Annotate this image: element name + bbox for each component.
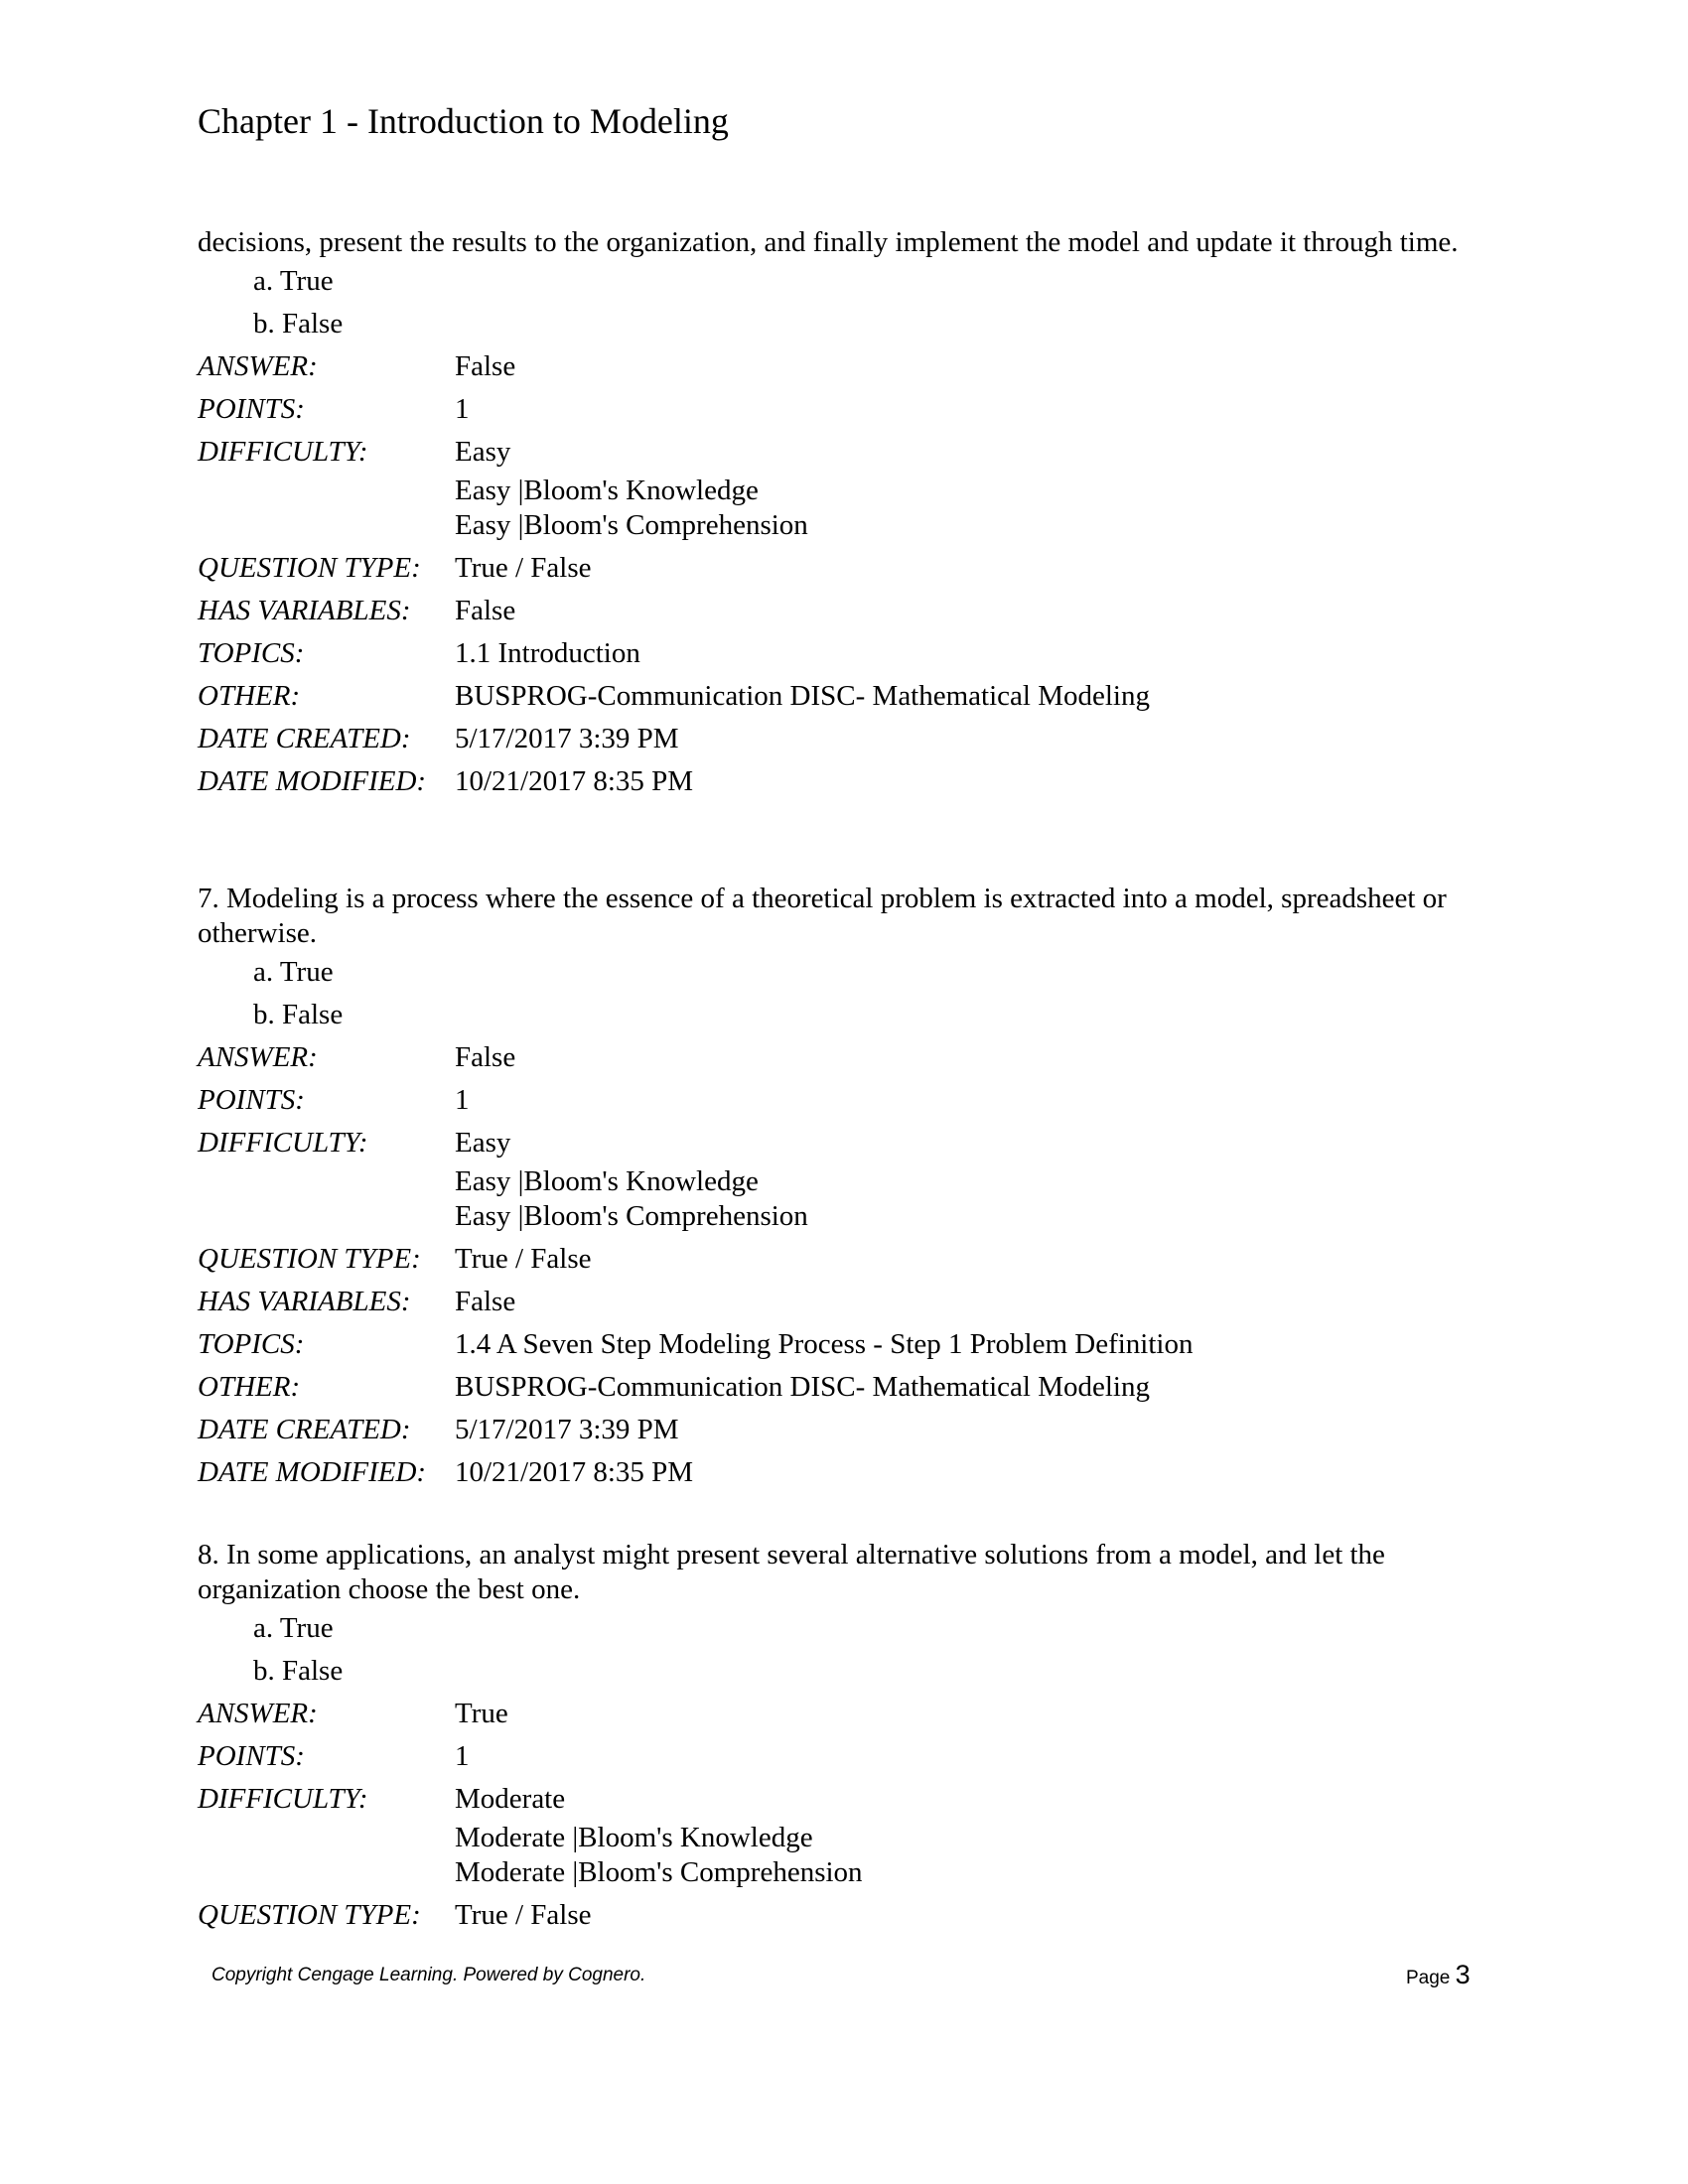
question-metadata <box>198 1036 1193 1494</box>
difficulty-value <box>455 431 1150 547</box>
question-6 <box>198 225 1488 803</box>
difficulty-line: Moderate <box>455 1783 566 1815</box>
date-created-value: 5/17/2017 3:39 PM <box>455 723 679 754</box>
other-label: OTHER: <box>198 680 301 712</box>
answer-value: False <box>455 350 516 382</box>
difficulty-value <box>455 1122 1193 1238</box>
date-modified-value: 10/21/2017 8:35 PM <box>455 765 694 797</box>
question-type-value: True / False <box>455 1899 592 1931</box>
answer-label: ANSWER: <box>198 1698 318 1729</box>
page-number <box>1406 1961 1471 1992</box>
copyright-notice: Copyright Cengage Learning. Powered by Cognero. <box>211 1965 646 1985</box>
page-label: Page <box>1406 1968 1451 1988</box>
date-modified-label: DATE MODIFIED: <box>198 765 427 797</box>
points-value: 1 <box>455 1740 470 1772</box>
question-metadata <box>198 1693 863 1937</box>
other-value: BUSPROG-Communication DISC- Mathematical Modeling <box>455 680 1150 712</box>
topics-label: TOPICS: <box>198 637 305 669</box>
points-label: POINTS: <box>198 1084 305 1116</box>
difficulty-line: Easy <box>455 1127 511 1159</box>
question-type-label: QUESTION TYPE: <box>198 1899 421 1931</box>
question-type-label: QUESTION TYPE: <box>198 1243 421 1275</box>
difficulty-line: Easy |Bloom's Comprehension <box>455 509 808 541</box>
date-created-value: 5/17/2017 3:39 PM <box>455 1414 679 1445</box>
date-modified-label: DATE MODIFIED: <box>198 1456 427 1488</box>
question-metadata <box>198 345 1150 803</box>
option-b: b. False <box>253 1655 344 1687</box>
points-label: POINTS: <box>198 1740 305 1772</box>
difficulty-line: Easy |Bloom's Comprehension <box>455 1200 808 1232</box>
answer-label: ANSWER: <box>198 350 318 382</box>
points-label: POINTS: <box>198 393 305 425</box>
option-b: b. False <box>253 308 344 340</box>
answer-value: False <box>455 1041 516 1073</box>
difficulty-line: Easy |Bloom's Knowledge <box>455 475 759 506</box>
difficulty-label: DIFFICULTY: <box>198 436 368 468</box>
option-a: a. True <box>253 1612 334 1644</box>
question-type-value: True / False <box>455 552 592 584</box>
other-value: BUSPROG-Communication DISC- Mathematical Modeling <box>455 1371 1150 1403</box>
date-created-label: DATE CREATED: <box>198 723 411 754</box>
difficulty-line: Moderate |Bloom's Comprehension <box>455 1856 863 1888</box>
question-text: decisions, present the results to the organization, and finally implement the model and update it through time. <box>198 226 1459 258</box>
difficulty-line: Easy |Bloom's Knowledge <box>455 1165 759 1197</box>
question-7 <box>198 882 1488 1494</box>
has-variables-value: False <box>455 595 516 626</box>
difficulty-label: DIFFICULTY: <box>198 1783 368 1815</box>
topics-value: 1.1 Introduction <box>455 637 640 669</box>
question-text: 8. In some applications, an analyst might present several alternative solutions from a model, and let the organization choose the best one. <box>198 1539 1385 1605</box>
option-a: a. True <box>253 956 334 988</box>
page-number-value: 3 <box>1455 1960 1471 1989</box>
points-value: 1 <box>455 1084 470 1116</box>
answer-label: ANSWER: <box>198 1041 318 1073</box>
difficulty-line: Easy <box>455 436 511 468</box>
has-variables-label: HAS VARIABLES: <box>198 595 411 626</box>
option-a: a. True <box>253 265 334 297</box>
date-created-label: DATE CREATED: <box>198 1414 411 1445</box>
option-b: b. False <box>253 999 344 1030</box>
date-modified-value: 10/21/2017 8:35 PM <box>455 1456 694 1488</box>
question-type-label: QUESTION TYPE: <box>198 552 421 584</box>
question-text: 7. Modeling is a process where the essence of a theoretical problem is extracted into a model, spreadsheet or otherwise. <box>198 883 1447 949</box>
other-label: OTHER: <box>198 1371 301 1403</box>
answer-value: True <box>455 1698 508 1729</box>
page-title: Chapter 1 - Introduction to Modeling <box>198 101 729 141</box>
difficulty-value <box>455 1778 863 1894</box>
has-variables-value: False <box>455 1286 516 1317</box>
topics-value: 1.4 A Seven Step Modeling Process - Step 1 Problem Definition <box>455 1328 1194 1360</box>
question-type-value: True / False <box>455 1243 592 1275</box>
difficulty-label: DIFFICULTY: <box>198 1127 368 1159</box>
has-variables-label: HAS VARIABLES: <box>198 1286 411 1317</box>
topics-label: TOPICS: <box>198 1328 305 1360</box>
question-8 <box>198 1538 1488 1937</box>
difficulty-line: Moderate |Bloom's Knowledge <box>455 1822 813 1853</box>
points-value: 1 <box>455 393 470 425</box>
